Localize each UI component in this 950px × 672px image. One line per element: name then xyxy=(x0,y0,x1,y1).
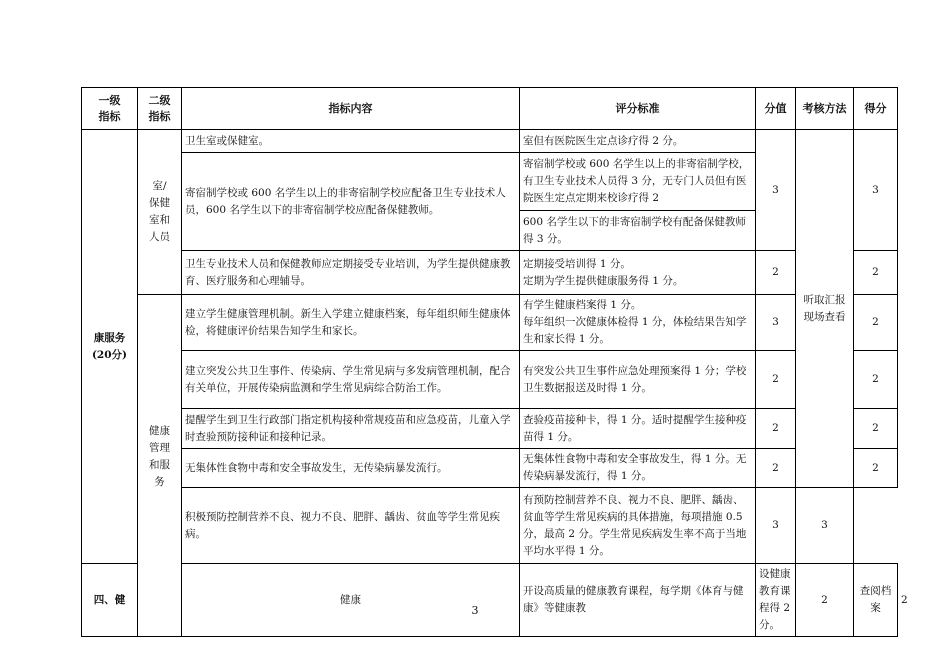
level2-cell-room: 室/ 保健 室和 人员 xyxy=(138,130,182,295)
criteria-cell: 600 名学生以下的非寄宿制学校有配备保健教师得 3 分。 xyxy=(520,211,756,251)
score-cell: 3 xyxy=(796,488,854,564)
score-value-cell: 2 xyxy=(756,409,796,449)
table-row xyxy=(82,449,898,488)
table-row xyxy=(82,251,898,295)
content-cell: 卫生专业技术人员和保健教师应定期接受专业培训，为学生提供健康教育、医疗服务和心理辅导。 xyxy=(182,251,520,295)
score-cell: 2 xyxy=(854,251,898,295)
method-cell: 听取汇报 现场查看 xyxy=(796,130,854,488)
table-row xyxy=(82,130,898,153)
score-cell: 2 xyxy=(854,449,898,488)
header-level2: 二级 指标 xyxy=(138,88,182,130)
table-header-row xyxy=(82,88,898,130)
level1-cell: 康服务 (20分) xyxy=(82,130,138,564)
content-cell: 无集体性食物中毒和安全事故发生，无传染病暴发流行。 xyxy=(182,449,520,488)
score-value-cell: 2 xyxy=(756,251,796,295)
table-row xyxy=(82,488,898,564)
header-content: 指标内容 xyxy=(182,88,520,130)
score-cell: 3 xyxy=(854,130,898,251)
content-cell: 寄宿制学校或 600 名学生以上的非寄宿制学校应配备卫生专业技术人员，600 名学生以下的非寄宿制学校应配备保健教师。 xyxy=(182,153,520,251)
criteria-cell: 有学生健康档案得 1 分。 每年组织一次健康体检得 1 分，体检结果告知学生和家长得 1 分。 xyxy=(520,295,756,351)
header-score: 得分 xyxy=(854,88,898,130)
score-value-cell: 3 xyxy=(756,488,796,564)
criteria-cell: 设健康教育课程得 2 分。 xyxy=(756,564,796,637)
level2-cell-health: 健康 管理 和服 务 xyxy=(138,295,182,637)
criteria-cell: 无集体性食物中毒和安全事故发生，得 1 分。无传染病暴发流行，得 1 分。 xyxy=(520,449,756,488)
score-cell: 2 xyxy=(854,295,898,351)
criteria-cell: 室但有医院医生定点诊疗得 2 分。 xyxy=(520,130,756,153)
table-row xyxy=(82,295,898,351)
criteria-cell: 定期接受培训得 1 分。 定期为学生提供健康服务得 1 分。 xyxy=(520,251,756,295)
content-cell: 开设高质量的健康教育课程，每学期《体育与健康》等健康教 xyxy=(520,564,756,637)
criteria-cell: 寄宿制学校或 600 名学生以上的非寄宿制学校，有卫生专业技术人员得 3 分，无专门人员但有医院医生定点定期来校诊疗得 2 xyxy=(520,153,756,211)
table-row xyxy=(82,351,898,409)
score-value-cell: 2 xyxy=(756,449,796,488)
header-criteria: 评分标准 xyxy=(520,88,756,130)
header-method: 考核方法 xyxy=(796,88,854,130)
page-number: 3 xyxy=(471,604,479,617)
table-row xyxy=(82,409,898,449)
evaluation-table xyxy=(81,87,908,637)
content-cell: 提醒学生到卫生行政部门指定机构接种常规疫苗和应急疫苗，儿童入学时查验预防接种证和接种记录。 xyxy=(182,409,520,449)
content-cell: 卫生室或保健室。 xyxy=(182,130,520,153)
content-cell: 建立突发公共卫生事件、传染病、学生常见病与多发病管理机制，配合有关单位，开展传染病监测和学生常见病综合防治工作。 xyxy=(182,351,520,409)
method-cell: 查阅档案 xyxy=(854,564,898,637)
table-row: 四、健 健康 开设高质量的健康教育课程，每学期《体育与健康》等健康教 设健康教育课程得 2 分。 2 查阅档案 2 xyxy=(82,564,898,637)
score-value-cell: 3 xyxy=(756,295,796,351)
score-value-cell: 2 xyxy=(756,351,796,409)
score-value-cell: 3 xyxy=(756,130,796,251)
score-value-cell: 2 xyxy=(796,564,854,637)
content-cell: 建立学生健康管理机制。新生入学建立健康档案，每年组织师生健康体检，将健康评价结果告知学生和家长。 xyxy=(182,295,520,351)
score-cell: 2 xyxy=(854,409,898,449)
header-score-value: 分值 xyxy=(756,88,796,130)
level2-cell-edu: 健康 xyxy=(182,564,520,637)
criteria-cell: 有预防控制营养不良、视力不良、肥胖、龋齿、贫血等学生常见疾病的具体措施，每项措施 0.5 分，最高 2 分。学生常见疾病发生率不高于当地平均水平得 1 分。 xyxy=(520,488,756,564)
criteria-cell: 查验疫苗接种卡，得 1 分。适时提醒学生接种疫苗得 1 分。 xyxy=(520,409,756,449)
header-level1: 一级 指标 xyxy=(82,88,138,130)
criteria-cell: 有突发公共卫生事件应急处理预案得 1 分；学校卫生数据报送及时得 1 分。 xyxy=(520,351,756,409)
level1-cell-next: 四、健 xyxy=(82,564,138,637)
content-cell: 积极预防控制营养不良、视力不良、肥胖、龋齿、贫血等学生常见疾病。 xyxy=(182,488,520,564)
score-cell: 2 xyxy=(854,351,898,409)
